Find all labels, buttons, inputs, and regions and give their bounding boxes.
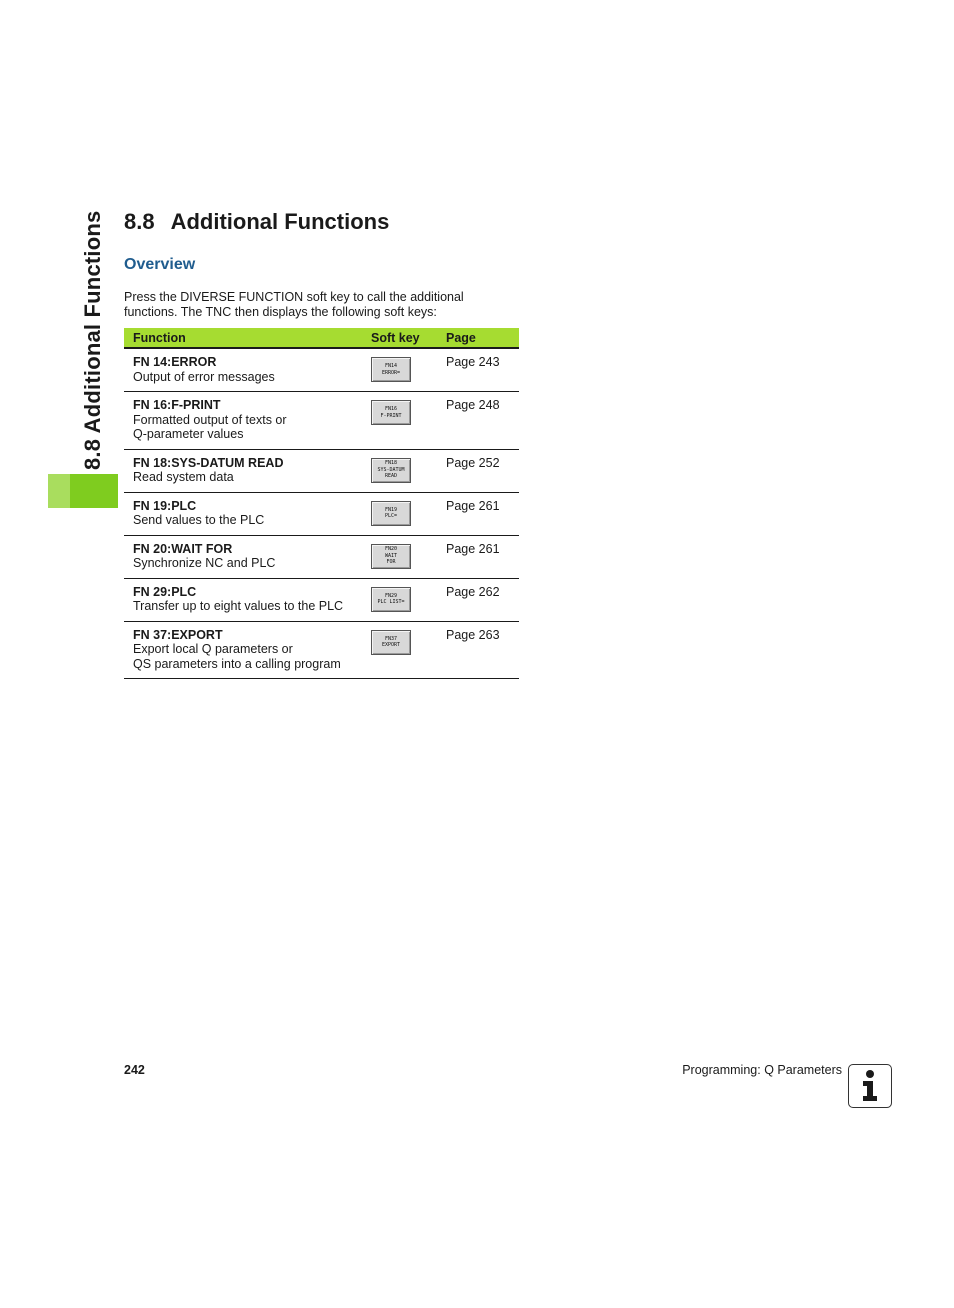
softkey-cell <box>371 578 446 621</box>
softkey-label: WAIT <box>384 552 398 559</box>
softkey-label: FN20 <box>384 546 398 553</box>
header-function: Function <box>124 328 371 348</box>
function-name: FN 18:SYS-DATUM READ <box>133 455 284 470</box>
page-reference: Page 248 <box>446 392 519 450</box>
function-cell <box>124 535 371 578</box>
page-number: 242 <box>124 1063 145 1077</box>
softkey-button[interactable] <box>371 630 411 655</box>
function-name: FN 20:WAIT FOR <box>133 541 233 556</box>
page-reference: Page 252 <box>446 449 519 492</box>
header-softkey: Soft key <box>371 328 446 348</box>
softkey-cell <box>371 492 446 535</box>
softkey-cell <box>371 535 446 578</box>
softkey-button[interactable] <box>371 458 411 483</box>
function-description: Transfer up to eight values to the PLC <box>133 599 344 613</box>
softkey-cell <box>371 621 446 679</box>
info-icon-glyph <box>849 1065 890 1106</box>
page-reference: Page 263 <box>446 621 519 679</box>
softkey-cell <box>371 392 446 450</box>
header-page: Page <box>446 328 519 348</box>
function-description: Read system data <box>133 470 234 484</box>
softkey-label: FN37 <box>384 635 398 642</box>
side-tab-highlight <box>48 474 70 508</box>
table-row <box>124 348 519 392</box>
table-row <box>124 535 519 578</box>
softkey-button[interactable] <box>371 400 411 425</box>
function-cell <box>124 392 371 450</box>
softkey-button[interactable] <box>371 544 411 569</box>
table-header-row <box>124 328 519 348</box>
softkey-label: PLC LIST= <box>377 599 405 605</box>
function-description: Output of error messages <box>133 369 275 384</box>
softkey-label: FN29 <box>384 592 398 599</box>
intro-line-2: functions. The TNC then displays the following soft keys: <box>124 304 437 319</box>
subsection-title: Overview <box>124 256 196 273</box>
function-name: FN 29:PLC <box>133 584 197 599</box>
info-icon <box>848 1064 892 1108</box>
softkey-label: PLC= <box>384 513 398 519</box>
function-cell <box>124 348 371 392</box>
function-cell <box>124 492 371 535</box>
section-title <box>124 209 389 235</box>
page-reference: Page 261 <box>446 535 519 578</box>
section-number: 8.8 <box>124 209 155 234</box>
function-description: QS parameters into a calling program <box>133 656 341 671</box>
softkey-label: FN14 <box>384 363 398 369</box>
softkey-label: FOR <box>386 559 396 566</box>
function-cell <box>124 621 371 679</box>
function-name: FN 19:PLC <box>133 498 197 513</box>
softkey-button[interactable] <box>371 357 411 382</box>
intro-paragraph <box>124 290 524 319</box>
chapter-name: Programming: Q Parameters <box>682 1063 842 1077</box>
functions-table <box>124 328 519 679</box>
intro-line-1: Press the DIVERSE FUNCTION soft key to call the additional <box>124 290 464 304</box>
function-description: Export local Q parameters or <box>133 642 293 656</box>
function-description: Formatted output of texts or <box>133 412 287 427</box>
softkey-label: FN18 <box>384 460 398 467</box>
softkey-label: EXPORT <box>381 642 401 648</box>
table-row <box>124 492 519 535</box>
softkey-label: F-PRINT <box>380 412 402 419</box>
table-body <box>124 348 519 679</box>
function-description: Synchronize NC and PLC <box>133 556 276 570</box>
table-row <box>124 449 519 492</box>
softkey-label: FN19 <box>384 506 398 513</box>
function-cell <box>124 578 371 621</box>
page-reference: Page 262 <box>446 578 519 621</box>
function-cell <box>124 449 371 492</box>
softkey-button[interactable] <box>371 587 411 612</box>
softkey-label: FN16 <box>384 406 398 412</box>
function-name: FN 16:F-PRINT <box>133 398 221 412</box>
softkey-cell <box>371 348 446 392</box>
page-reference: Page 243 <box>446 348 519 392</box>
function-name: FN 37:EXPORT <box>133 627 223 642</box>
function-name: FN 14:ERROR <box>133 355 217 369</box>
side-section-title: 8.8 Additional Functions <box>80 210 105 470</box>
function-description: Q-parameter values <box>133 427 244 441</box>
softkey-button[interactable] <box>371 501 411 526</box>
softkey-label: ERROR= <box>381 369 401 376</box>
softkey-cell <box>371 449 446 492</box>
table-row <box>124 392 519 450</box>
softkey-label: READ <box>384 473 398 480</box>
table-row <box>124 621 519 679</box>
softkey-label: SYS-DATUM <box>377 466 405 473</box>
section-title-text: Additional Functions <box>170 209 390 234</box>
function-description: Send values to the PLC <box>133 513 265 527</box>
table-row <box>124 578 519 621</box>
page-reference: Page 261 <box>446 492 519 535</box>
